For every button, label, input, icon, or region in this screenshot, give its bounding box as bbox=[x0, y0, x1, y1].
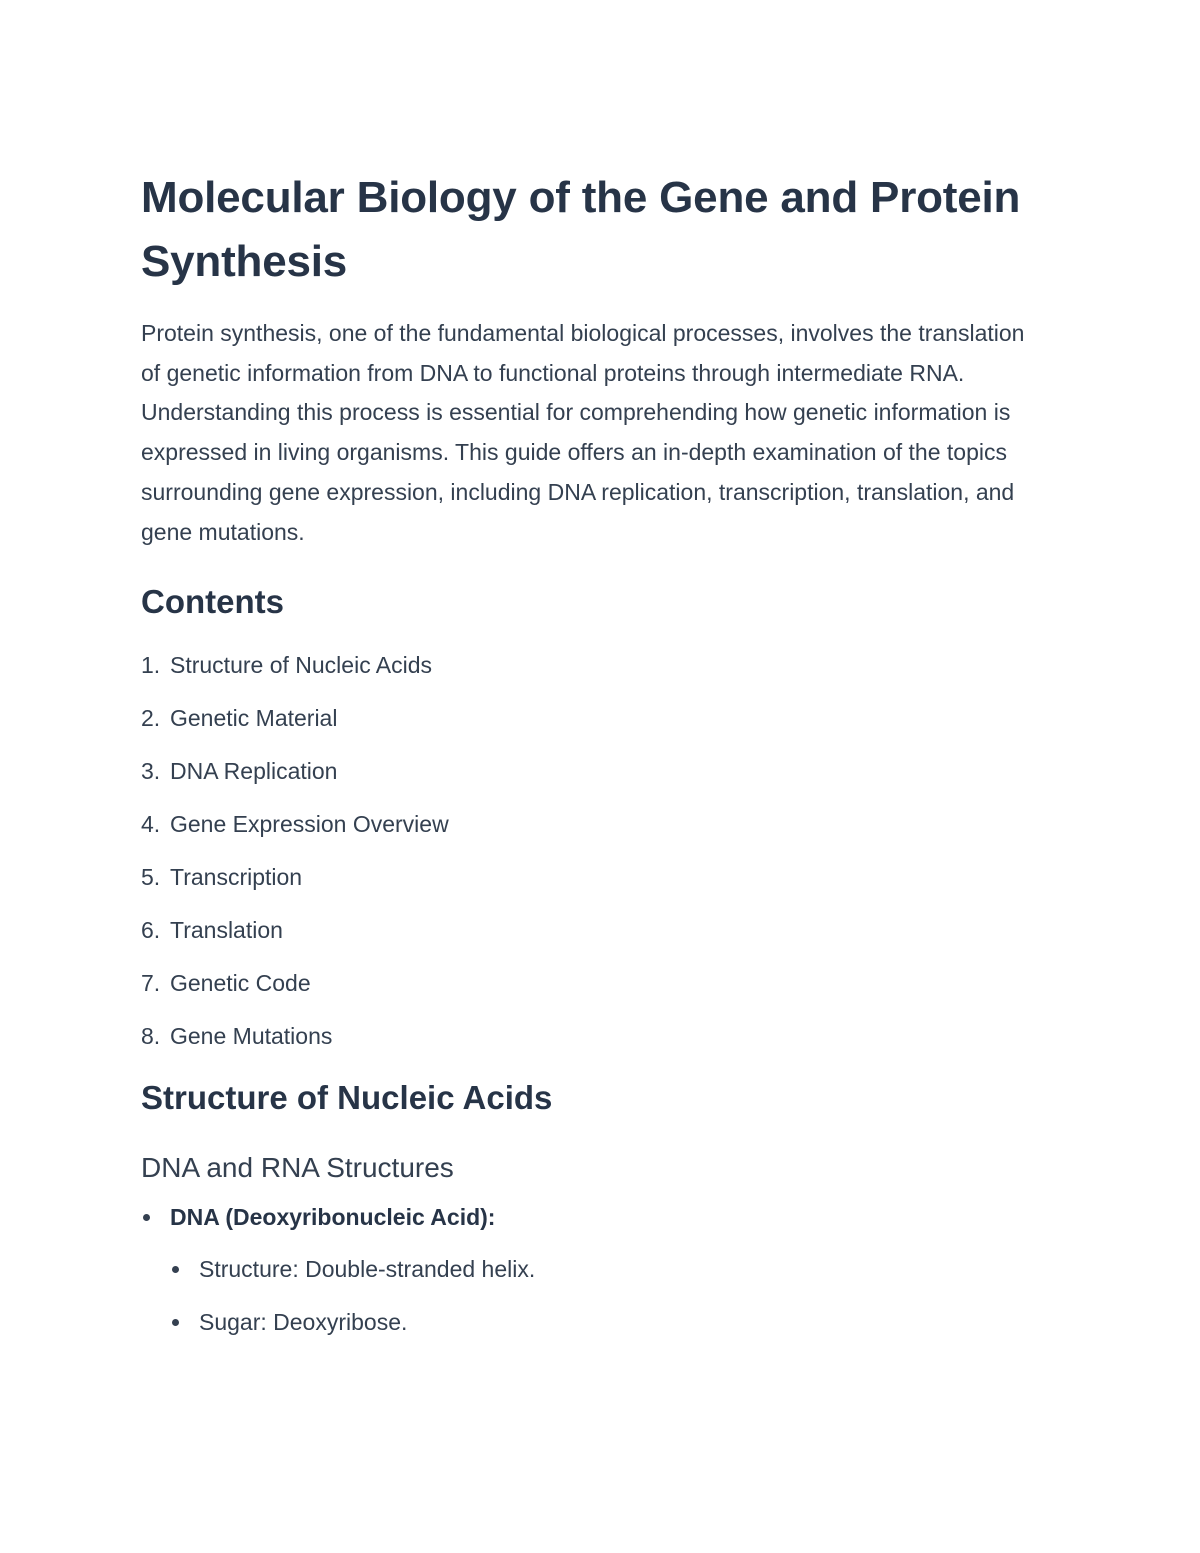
sub-bullet-label: Sugar: Deoxyribose. bbox=[199, 1309, 408, 1336]
toc-item[interactable] bbox=[141, 809, 1046, 862]
bullet-icon bbox=[172, 1319, 179, 1326]
toc-item[interactable] bbox=[141, 650, 1046, 703]
toc-number: 7. bbox=[141, 970, 161, 997]
bullet-icon bbox=[143, 1214, 150, 1221]
sub-bullet-list bbox=[170, 1254, 1046, 1360]
document-title: Molecular Biology of the Gene and Protein Synthesis bbox=[141, 173, 1021, 286]
toc-number: 3. bbox=[141, 758, 161, 785]
toc-label: Gene Expression Overview bbox=[170, 811, 449, 838]
bullet-icon bbox=[172, 1266, 179, 1273]
table-of-contents bbox=[141, 650, 1046, 1074]
toc-label: Translation bbox=[170, 917, 283, 944]
toc-number: 1. bbox=[141, 652, 161, 679]
toc-label: Transcription bbox=[170, 864, 303, 891]
toc-label: DNA Replication bbox=[170, 758, 338, 785]
sub-bullet-label: Structure: Double-stranded helix. bbox=[199, 1256, 536, 1283]
intro-paragraph: Protein synthesis, one of the fundamental biological processes, involves the translation of genetic information from DNA to functional proteins through intermediate RNA. Understanding this process is essential for comprehending how genetic information is expressed in living organisms. This guide offers an in-depth examination of the topics surrounding gene expression, including DNA replication, transcription, translation, and gene mutations. bbox=[141, 320, 1025, 545]
section-heading: Structure of Nucleic Acids bbox=[141, 1079, 553, 1117]
subsection-heading: DNA and RNA Structures bbox=[141, 1152, 454, 1184]
toc-item[interactable] bbox=[141, 703, 1046, 756]
contents-heading: Contents bbox=[141, 583, 284, 621]
toc-number: 8. bbox=[141, 1023, 161, 1050]
toc-item[interactable] bbox=[141, 1021, 1046, 1074]
toc-item[interactable] bbox=[141, 968, 1046, 1021]
document-page bbox=[141, 166, 1046, 1360]
bullet-list bbox=[141, 1202, 1046, 1360]
list-item bbox=[141, 1202, 1046, 1360]
toc-label: Gene Mutations bbox=[170, 1023, 333, 1050]
toc-label: Genetic Material bbox=[170, 705, 338, 732]
toc-item[interactable] bbox=[141, 756, 1046, 809]
list-item bbox=[170, 1254, 1046, 1307]
toc-number: 4. bbox=[141, 811, 161, 838]
list-item bbox=[170, 1307, 1046, 1360]
toc-item[interactable] bbox=[141, 862, 1046, 915]
bullet-label: DNA (Deoxyribonucleic Acid): bbox=[170, 1204, 496, 1231]
toc-number: 5. bbox=[141, 864, 161, 891]
toc-label: Genetic Code bbox=[170, 970, 311, 997]
toc-label: Structure of Nucleic Acids bbox=[170, 652, 433, 679]
toc-item[interactable] bbox=[141, 915, 1046, 968]
toc-number: 6. bbox=[141, 917, 161, 944]
toc-number: 2. bbox=[141, 705, 161, 732]
